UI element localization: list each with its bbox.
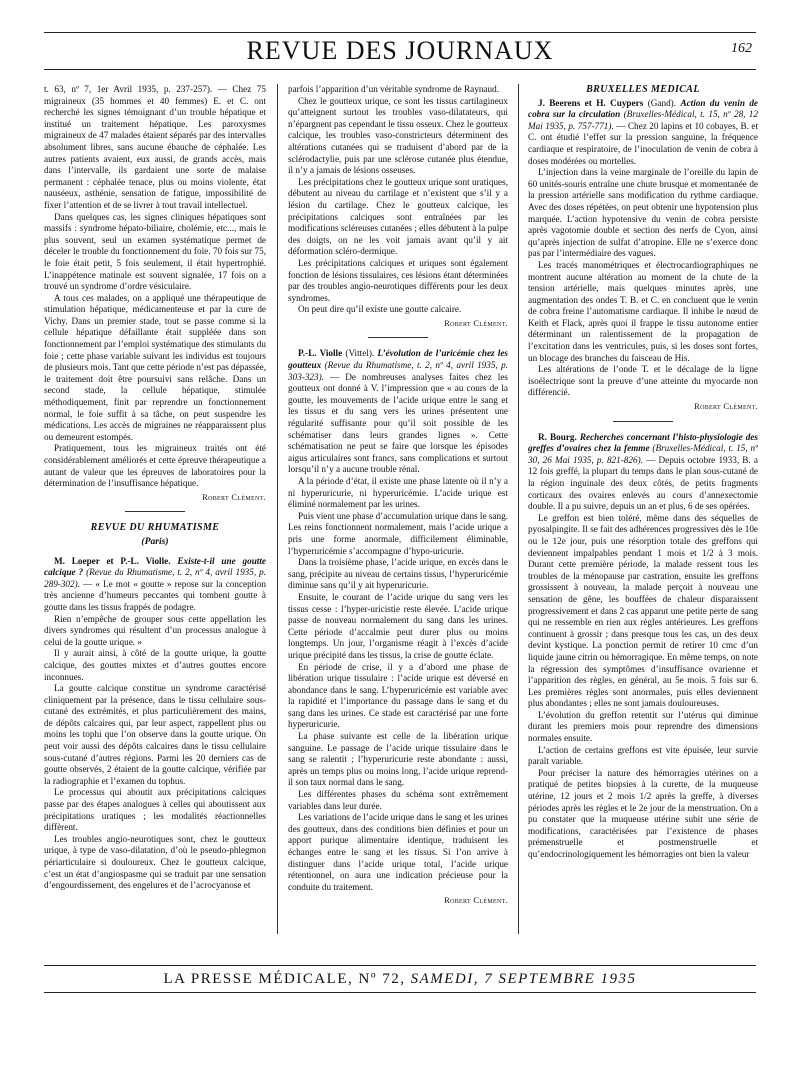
paragraph: Le greffon est bien toléré, même dans des séquelles de pyosalpingite. Il se fait des adhérences progressives dès le 10e ou le 12e jour, puis une résorption totale des greffons qui deviennent impalpables pendant 1 mois et 1/2 à 3 mois. Durant cette première période, la malade ressent tous les troubles de la ménopause par castration, ensuite les greffons grossissent à nouveau, la malade perçoit à nouveau une sensation de gêne, les bouffées de chaleur disparaissent progressivement et dans 2 cas apparut une petite perte de sang qui ne ressemble en rien aux règles antérieures. Les greffons continuent à grossir ; dans presque tous les cas, un des deux devint kystique. La ponction permit de retirer 10 cmc d’un liquide jaune citrin ou hémorragique. En même temps, on note la régression des symptômes d’insuffisance ovarienne et l’apparition des règles, en général, au 5e mois. 5 fois sur 6. Les premières règles sont anormales, puis elles deviennent plus abondantes ; elles ne sont jamais douloureuses. [528,512,758,709]
article-authors: M. Loeper et P.-L. Violle. [54,555,171,566]
paragraph: Ensuite, le courant de l’acide urique du sang vers les tissus cesse : l’hyper-uricistie reste élevée. L’acide urique passe de nouveau normalement du sang dans les urines. Cette période d’accalmie peut durer plus ou moins longtemps. Un jour, l’organisme réagit à l’excès d’acide urique précipité dans les tissus, la crise de goutte éclate. [288,591,508,660]
masthead [44,32,756,70]
article-title: Recherches concernant l’histo-physiologie des greffes d’ovaires chez la femme [528,431,758,454]
paragraph: Les tracés manométriques et électrocardiographiques ne montrent aucune altération au moment de la chute de la tension artérielle, mais quelques minutes après, une augmentation des ondes T. B. et C. en concluent que le venin de cobra freine l’automatisme cardiaque. Il inhibe le nœud de Keith et Flack, après quoi il frappe le tissu autonome entier déterminant un ralentissement de la propagation de l’excitation dans les ventricules, puis, si les doses sont fortes, un blocage des branches du faisceau de His. [528,259,758,363]
paragraph: Les troubles angio-neurotiques sont, chez le goutteux urique, à type de vaso-dilatation, d’où le pseudo-phlegmon périarticulaire si douloureux. Chez le goutteux calcique, c’est un état d’angiospasme qui se traduit par une sensation d’engourdissement, des engelures et de l’acrocyanose et [44,833,266,891]
paragraph: Le processus qui aboutit aux précipitations calciques passe par des étapes analogues à celles qui aboutissent aux précipitations uratiques ; les modalités réactionnelles diffèrent. [44,787,266,833]
column-3 [528,84,758,939]
section-heading: BRUXELLES MÉDICAL [586,84,700,95]
paragraph: Pour préciser la nature des hémorragies utérines on a pratiqué de petites biopsies à la curette, de la muqueuse utérine, 12 jours et 2 mois 1/2 après la greffe, à diverses périodes après les règles et le 2e jour de la menstruation. On a pu constater que la muqueuse utérine subit une série de modifications, caractérisées par l’existence de phases prémenstruelle et postmenstruelle et qu’endocrinologiquement les hémorragies ont bien la valeur [528,767,758,859]
paragraph: Rien n’empêche de grouper sous cette appellation les divers syndromes qui résultent d’un processus analogue à celui de la goutte urique. » [44,613,266,647]
paragraph: L’évolution du greffon retentit sur l’utérus qui diminue durant les premiers mois pour reprendre des dimensions normales ensuite. [528,709,758,744]
section-place: (Paris) [141,535,169,547]
section-divider [613,421,673,422]
author-location: (Vittel). [345,348,375,359]
paragraph: En période de crise, il y a d’abord une phase de libération urique tissulaire : l’acide urique est déversé en abondance dans le sang. L’hyperuricémie est variable avec la rapidité et l’importance du passage dans le sang et du sang dans les urines. Ce stade est caractérisé par une forte hyperuricurie. [288,661,508,730]
paragraph: A tous ces malades, on a appliqué une thérapeutique de stimulation hépatique, médicamenteuse et par la cure de Vichy. Dans un premier stade, tout se passe comme si la cellule hépatique défaillante était suppléée dans son fonctionnement par l’emploi systématique des stimulants du foie ; cette phase variable suivant les individus est toujours de plusieurs mois. Tant que cette période n’est pas dépassée, le traitement doit être poursuivi sans relâche. Dans un second stade, la cellule hépatique, stimulée méthodiquement, finit par reprendre un fonctionnement normal, le foie suffit à sa tâche, on peut suspendre les médications. Les accès de migraines ne réapparaissent plus ou demeurent estompés. [44,292,266,442]
paragraph: Puis vient une phase d’accumulation urique dans le sang. Les reins fonctionnent normalement, mais l’acide urique a pris une forme anormale, difficilement éliminable, l’hyperuricémie s’accompagne d’hypo-uricurie. [288,510,508,556]
section-divider [368,337,428,338]
article-title: Existe-t-il une goutte calcique ? [44,555,266,578]
running-title: REVUE DES JOURNAUX [246,36,554,65]
paragraph: Il y aurait ainsi, à côté de la goutte urique, la goutte calcique, des gouttes mixtes et d’autres gouttes encore inconnues. [44,648,266,682]
paragraph: La phase suivante est celle de la libération urique sanguine. Le passage de l’acide urique tissulaire dans le sang se ralentit ; l’hyperuricurie reste abondante : aussi, après un temps plus ou moins long, l’acide urique reprend-il son taux normal dans le sang. [288,731,508,788]
paragraph: A la période d’état, il existe une phase latente où il n’y a ni hyperuricurie, ni hyperuricémie. L’acide urique est éliminé normalement par les urines. [288,476,508,510]
article-authors: J. Beerens et H. Cuypers [538,97,644,108]
article-reference: (Bruxelles-Médical, t. 15, nº 28, 12 Mai 1935, p. 757-771). [528,109,758,131]
column-rule [277,84,278,934]
paragraph: Chez le goutteux urique, ce sont les tissus cartilagineux qu’atteignent surtout les troubles vaso-dilatateurs, qui n’épargnent pas cependant le tissu osseux. Chez le goutteux calcique, les troubles vaso-constricteurs déterminent des altérations cutanées qui se traduisent d’abord par de la sclérodactylie, puis par une sclérose cutanée plus étendue, il n’y a jamais de lésions osseuses. [288,95,508,176]
paragraph: Les altérations de l’onde T. et le décalage de la ligne isoélectrique sont la preuve d’une atteinte du myocarde non différencié. [528,364,758,398]
paragraph: La goutte calcique constitue un syndrome caractérisé cliniquement par la présence, dans le tissu cellulaire sous-cutané des extrémités, et plus particulièrement des mains, de dépôts calcaires qui, par leur aspect, rappellent plus ou moins les tophi que l’on observe dans la goutte urique. On peut voir aussi des dépôts calcaires dans le tissu cellulaire sous-cutané d’autres régions. Parmi les 20 derniers cas de goutte observés, 2 étaient de la goutte calcique, vérifiée par la radiographie et l’examen du tophus. [44,683,266,786]
paragraph: L’injection dans la veine marginale de l’oreille du lapin de 60 unités-souris entraîne une chute brusque et momentanée de la pression artérielle sans modification du rythme cardiaque. Avec des doses répétées, on peut obtenir une hypotension plus marquée. L’action hypotensive du venin de cobra persiste après vagotomie double et section des nerfs de Cyon, ainsi qu’après injection de sulfat d’atropine. Elle ne s’exerce donc pas par l’intermédiaire des vagues. [528,167,758,259]
paragraph: parfois l’apparition d’un véritable syndrome de Raynaud. [288,84,499,94]
section-divider [125,511,185,512]
paragraph: Dans la troisième phase, l’acide urique, en excès dans le sang, précipite au niveau de certains tissus, l’hyperuricémie diminue sans qu’il y ait hyperuricurie. [288,557,508,591]
article-title: Action du venin de cobra sur la circulation [528,97,758,120]
author-location: (Gand). [647,97,677,108]
paragraph: Les précipitations chez le goutteux urique sont uratiques, débutent au niveau du cartilage et n’existent que s’il y a lésion du cartilage. Chez le goutteux calcique, les précipitations calciques sont entraînées par les modifications scléreuses cutanées ; elles débutent à la pulpe des doigts, on ne les voit jamais avant qu’il y ait déformation scléro-dermique. [288,176,508,257]
paragraph: On peut dire qu’il existe une goutte calcaire. [298,304,462,315]
article-authors: R. Bourg. [538,431,577,442]
column-1 [44,84,266,939]
paragraph: — « Le mot « goutte » repose sur la conception très ancienne d’humeurs peccantes qui tombent goutte à goutte dans les tissus frappés de podagre. [44,578,266,612]
paragraph: Les précipitations calciques et uriques sont également fonction de lésions tissulaires, ces lésions étant déterminées par des troubles angio-neurotiques différents pour les deux syndromes. [288,257,508,303]
paragraph: — Depuis octobre 1933, B. a 12 fois greffé, la plupart du temps dans le plan sous-cutané de la région inguinale des deux côtés, de petits fragments corticaux des ovaires enlevés au cours d’annexectomie double. Il a pu suivre, depuis un an et plus, 6 de ses opérées. [528,454,758,512]
paragraph: Les variations de l’acide urique dans le sang et les urines des goutteux, dans des conditions bien définies et pour un apport purique alimentaire identique, traduisent les échanges entre le sang et les tissus. Si l’on arrive à distinguer dans l’acide urique total, l’acide urique rétentionnel, on aura une indication précieuse pour la conduite du traitement. [288,812,508,892]
article-title: L’évolution de l’uricémie chez les goutteux [288,348,508,371]
paragraph: — Chez 20 lapins et 10 cobayes, B. et C. ont étudié l’effet sur la pression sanguine, la fréquence cardiaque et respiratoire, de l’inoculation de venin de cobra à doses modérées ou mortelles. [528,120,758,166]
column-2 [288,84,508,939]
author-signature: Robert Clément. [202,491,266,502]
article-heading [288,348,508,476]
paragraph: L’action de certains greffons est vite épuisée, leur survie paraît variable. [528,744,758,767]
paragraph: Les différentes phases du schéma sont extrêmement variables dans leur durée. [288,789,508,811]
paragraph: t. 63, nº 7, 1er Avril 1935, p. 237-257). — Chez 75 migraineux (35 hommes et 40 femmes) E. et C. ont recherché les signes témoignant d’un trouble hépatique et institué un traitement hépatique. Les paroxysmes migraineux de 47 malades étaient séparés par des intervalles absolument libres, sans aucune ébauche de céphalée. Les autres patients avaient, eux aussi, de grands accès, mais dans l’intervalle, ils gardaient une sorte de malaise permanent : céphalée tenace, plus ou moins violente, état nauséeux, asthénie, sensation de fatigue, impossibilité de fixer l’attention et de se livrer à tout travail intellectuel. [44,84,266,210]
article-reference: (Bruxelles-Médical, t. 15, nº 30, 26 Mai 1935, p. 821-826). [528,443,758,465]
article-heading [44,556,266,614]
paragraph: Dans quelques cas, les signes cliniques hépatiques sont massifs : syndrome hépato-biliaire, cholémie, etc..., mais le plus souvent, seul un examen systématique permet de déceler le trouble du fonctionnement du foie. 70 fois sur 75, le foie était petit, 5 fois seulement, il était hypertrophié. L’inappétence matinale est souvent signalée, 17 fois on a trouvé un syndrome d’ordre vésiculaire. [44,211,266,292]
page-footer [44,965,756,993]
paragraph: Pratiquement, tous les migraineux traités ont été considérablement améliorés et cette épreuve thérapeutique a autant de valeur que les épreuves de laboratoires pour la détermination de l’insuffisance hépatique. [44,443,266,489]
article-heading [528,98,758,168]
journal-issue: LA PRESSE MÉDICALE, Nº 72, [163,970,406,987]
page-number: 162 [731,41,752,56]
article-reference: (Revue du Rhumatisme, t. 2, nº 4, avril 1935, p. 303-323). [288,360,508,382]
author-signature: Robert Clément. [694,401,758,412]
author-signature: Robert Clément. [444,317,508,328]
article-reference: (Revue du Rhumatisme, t. 2, nº 4, avril 1935, p. 289-302). [44,567,266,589]
paragraph: — De nombreuses analyses faites chez les goutteux ont donné à V. l’impression que « au cours de la goutte, les mouvements de l’acide urique entre le sang et les tissus et du sang vers les urines présentent une régularité suffisante pour qu’il soit possible de les schématiser dans leurs grandes lignes ». Cette schématisation ne peut se faire que lorsque les épisodes aigus articulaires sont francs, sans complications et surtout lorsqu’il n’y a aucune trouble rénal. [288,371,508,475]
article-heading [528,432,758,513]
author-signature: Robert Clément. [444,895,508,906]
article-authors: P.-L. Violle [298,348,343,359]
column-rule [518,84,519,934]
issue-date: SAMEDI, 7 SEPTEMBRE 1935 [410,970,637,987]
section-heading: REVUE DU RHUMATISME [90,522,220,534]
